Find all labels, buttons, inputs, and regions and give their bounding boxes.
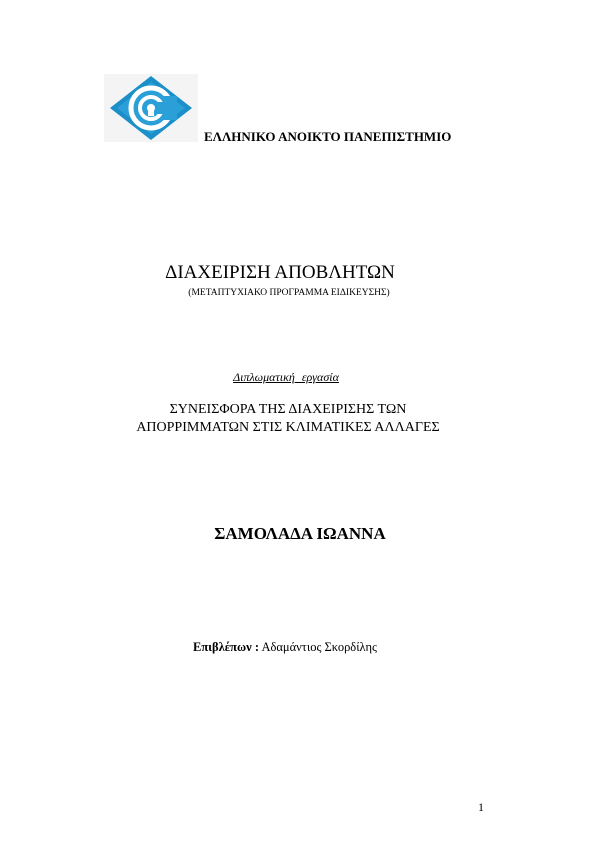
university-name: ΕΛΛΗΝΙΚΟ ΑΝΟΙΚΤΟ ΠΑΝΕΠΙΣΤΗΜΙΟ <box>204 129 452 144</box>
thesis-title <box>0 401 576 437</box>
supervisor-name: Αδαμάντιος Σκορδίλης <box>261 640 377 654</box>
author-name: ΣΑΜΟΛΑΔΑ ΙΩΑΝΝΑ <box>214 524 386 543</box>
thesis-label: Διπλωματική εργασία <box>233 370 339 384</box>
program-subtitle: (ΜΕΤΑΠΤΥΧΙΑΚΟ ΠΡΟΓΡΑΜΜΑ ΕΙΔΙΚΕΥΣΗΣ) <box>188 288 390 298</box>
thesis-title-line: ΑΠΟΡΡΙΜΜΑΤΩΝ ΣΤΙΣ ΚΛΙΜΑΤΙΚΕΣ ΑΛΛΑΓΕΣ <box>136 420 440 435</box>
thesis-title-line: ΣΥΝΕΙΣΦΟΡΑ ΤΗΣ ΔΙΑΧΕΙΡΙΣΗΣ ΤΩΝ <box>169 402 407 417</box>
university-logo <box>104 74 198 142</box>
page-number: 1 <box>478 800 484 814</box>
supervisor <box>193 640 377 655</box>
program-title: ΔΙΑΧΕΙΡΙΣΗ ΑΠΟΒΛΗΤΩΝ <box>165 262 395 283</box>
supervisor-label: Επιβλέπων : <box>193 640 259 654</box>
logo-emblem-icon <box>104 74 198 142</box>
